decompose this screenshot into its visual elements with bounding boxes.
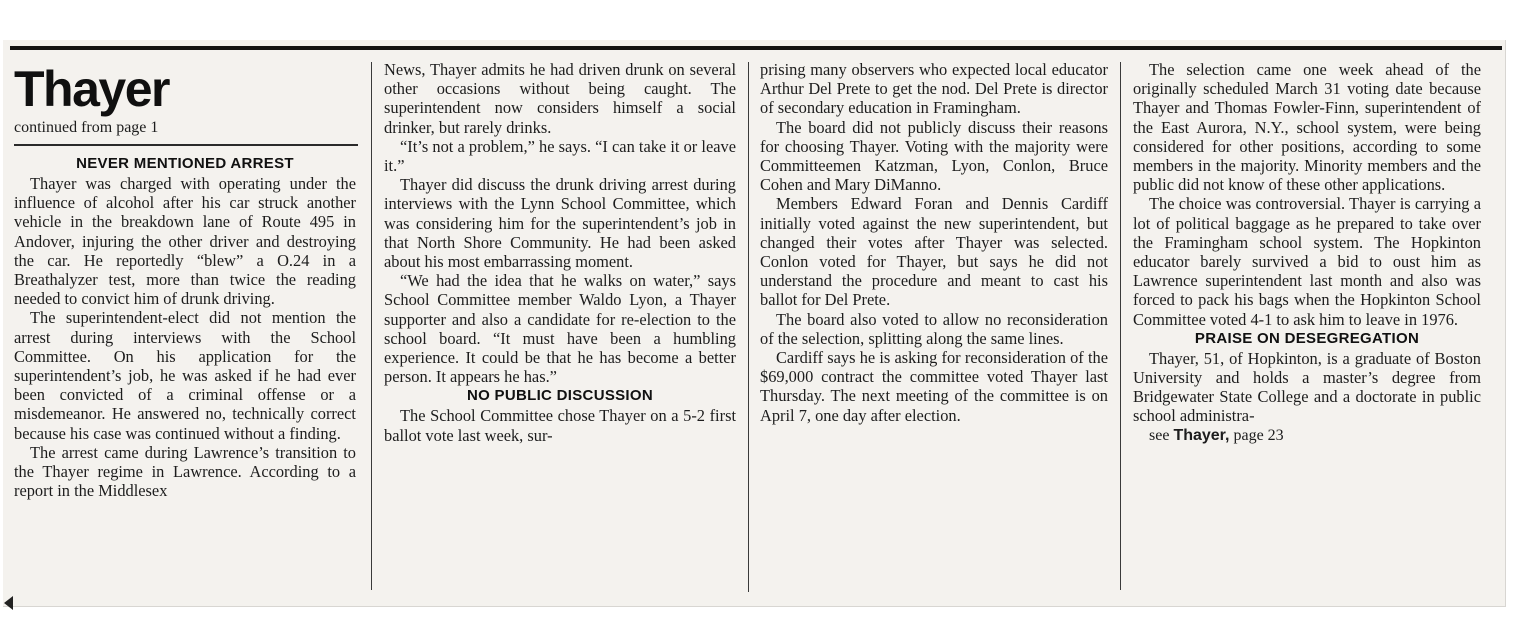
jump-line [1133,426,1481,445]
article-headline: Thayer [14,61,169,117]
section-subhead: NO PUBLIC DISCUSSION [466,387,653,405]
column-divider [748,62,749,592]
jump-prefix: see [1149,426,1174,444]
body-paragraph: News, Thayer admits he had driven drunk on several other occasions without being caught. The superintendent now considers himself a social drinker, but rarely drinks. [384,60,736,137]
body-paragraph: The School Committee chose Thayer on a 5-2 first ballot vote last week, sur- [384,406,736,445]
body-paragraph: Thayer did discuss the drunk driving arrest during interviews with the Lynn School Committee, which was considering him for the superintendent’s job in that North Shore Community. He had been asked about his most embarrassing moment. [384,175,736,272]
column-2 [384,60,736,596]
body-paragraph: “It’s not a problem,” he says. “I can take it or leave it.” [384,136,736,176]
body-paragraph: Thayer was charged with operating under the influence of alcohol after his car struck another vehicle in the breakdown lane of Route 495 in Andover, injuring the other driver and destroying the car. He reportedly “blew” a O.24 in a Breathalyzer test, more than twice the reading needed to convict him of drunk driving. [14,174,356,309]
column-1 [14,60,356,596]
body-paragraph: “We had the idea that he walks on water,” says School Committee member Waldo Lyon, a Thayer supporter and also a candidate for re-election to the school board. “It must have been a humbling experience. It could be that he has become a better person. It appears he has.” [384,271,736,387]
column-divider [1120,62,1121,590]
column-4 [1133,60,1481,596]
body-paragraph: Members Edward Foran and Dennis Cardiff initially voted against the new superintendent, but changed their votes after Thayer was selected. Conlon voted for Thayer, but says he did not understand the procedure and meant to cast his ballot for Del Prete. [760,194,1108,310]
continued-from-line: continued from page 1 [14,119,159,136]
body-paragraph: The superintendent-elect did not mention the arrest during interviews with the School Committee. On his application for the superintendent’s job, he was asked if he had ever been convicted of a criminal offense or a misdemeanor. He answered no, technically correct because his case was continued without a finding. [14,308,356,443]
body-paragraph: The choice was controversial. Thayer is carrying a lot of political baggage as he prepared to take over the Framingham school system. The Hopkinton educator barely survived a bid to oust him as Lawrence superintendent last month and also was forced to pack his bags when the Hopkinton School Committee voted 4-1 to ask him to leave in 1976. [1133,194,1481,329]
body-paragraph: Thayer, 51, of Hopkinton, is a graduate of Boston University and holds a master’s degree from Bridgewater State College and a doctorate in public school administra- [1133,348,1481,426]
column-4-body [1133,60,1481,426]
column-2-body [384,60,736,445]
body-paragraph: prising many observers who expected local educator Arthur Del Prete to get the nod. Del Prete is director of secondary education in Framingham. [760,60,1108,118]
body-paragraph: The arrest came during Lawrence’s transition to the Thayer regime in Lawrence. According to a report in the Middlesex [14,442,356,501]
top-rule [10,46,1502,50]
column-divider [371,62,372,590]
body-paragraph: The board did not publicly discuss their reasons for choosing Thayer. Voting with the majority were Committeemen Katzman, Lyon, Conlon, Bruce Cohen and Mary DiManno. [760,117,1108,195]
column-1-body [14,154,356,500]
body-paragraph: Cardiff says he is asking for reconsideration of the $69,000 contract the committee voted Thayer last Thursday. The next meeting of the committee is on April 7, one day after election. [760,348,1108,425]
jump-suffix: page 23 [1229,426,1284,444]
headline-rule [14,144,358,146]
section-subhead: PRAISE ON DESEGREGATION [1194,329,1420,347]
body-paragraph: The board also voted to allow no reconsideration of the selection, splitting along the same lines. [760,309,1108,348]
corner-arrow-icon [4,596,13,610]
column-3 [760,60,1108,596]
section-subhead: NEVER MENTIONED ARREST [76,155,294,172]
body-paragraph: The selection came one week ahead of the originally scheduled March 31 voting date because Thayer and Thomas Fowler-Finn, superintendent of the East Aurora, N.Y., school system, were being considered for other positions, according to some members in the majority. Minority members and the public did not know of these other applications. [1133,60,1481,195]
column-3-body [760,60,1108,425]
jump-name: Thayer, [1173,426,1230,444]
